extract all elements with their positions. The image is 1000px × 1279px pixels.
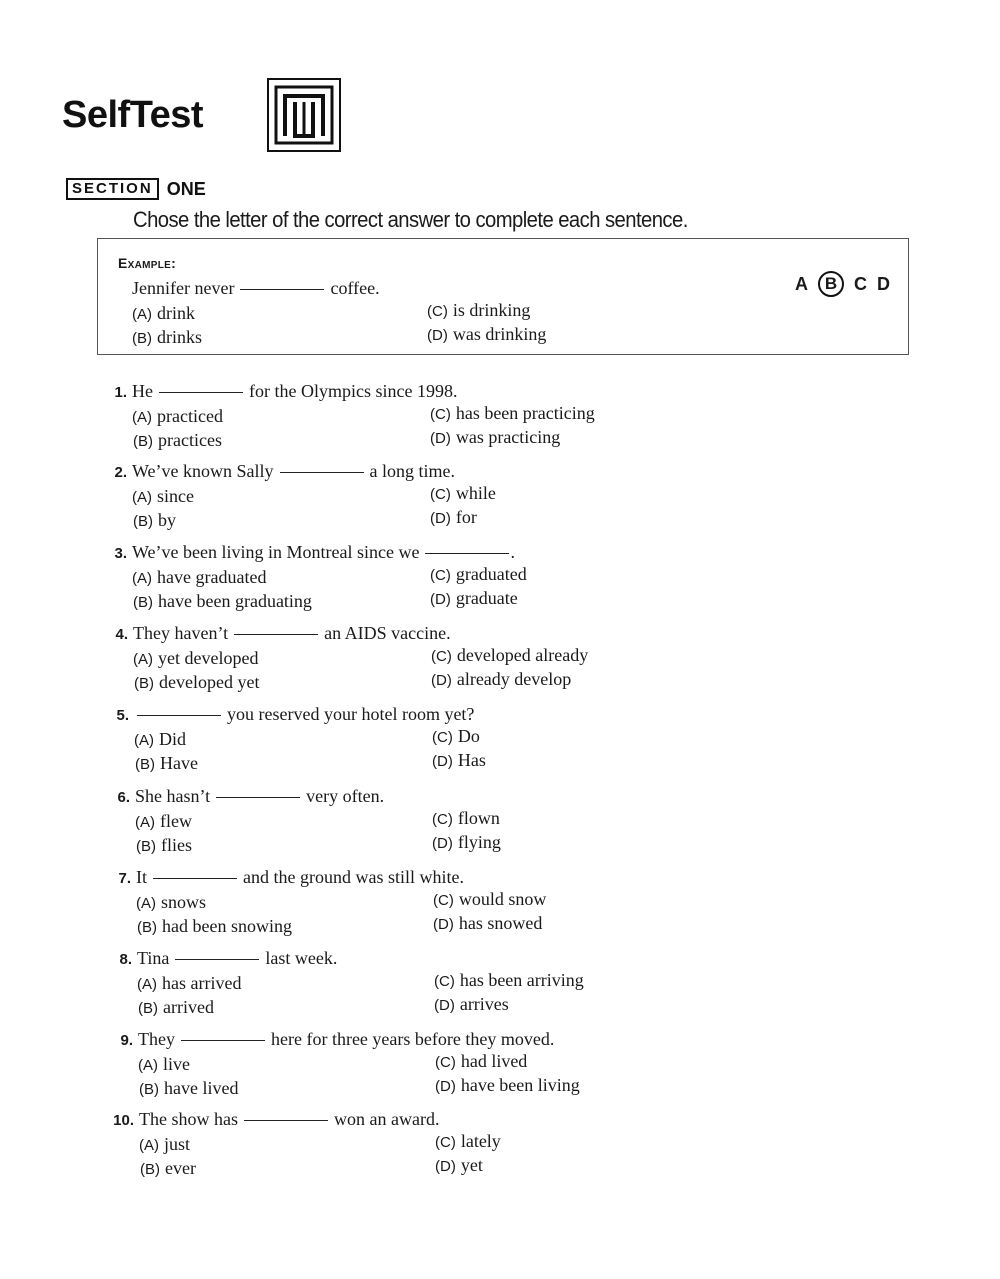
- example-option-c: (C) is drinking: [427, 300, 531, 320]
- answer-blank: [240, 289, 324, 290]
- question-stem: [133, 623, 451, 644]
- option-c: (C) developed already: [431, 645, 589, 665]
- example-option-b: (B) drinks: [132, 327, 202, 347]
- question-stem: [132, 381, 457, 402]
- instruction-text: Chose the letter of the correct answer to complete each sentence.: [133, 207, 688, 232]
- section-number: ONE: [166, 178, 206, 199]
- option-a: (A) snows: [136, 892, 207, 912]
- answer-blank: [181, 1040, 265, 1041]
- option-b: (B) flies: [136, 835, 192, 855]
- page-title-wrap: [62, 78, 203, 152]
- question-stem: [135, 786, 384, 807]
- question-stem-pre: We’ve known Sally: [132, 461, 274, 481]
- option-b: (B) by: [133, 510, 176, 530]
- section-heading: [66, 178, 206, 200]
- question-number: 9.: [120, 1032, 133, 1049]
- question-stem: [132, 461, 455, 482]
- example-option-d: (D) was drinking: [427, 324, 547, 344]
- option-b: (B) have lived: [139, 1078, 239, 1098]
- option-d: (D) flying: [432, 832, 501, 852]
- page-title: SelfTest: [62, 93, 204, 136]
- question-stem-pre: They: [138, 1029, 175, 1049]
- question-stem-pre: They haven’t: [133, 623, 229, 643]
- option-c: (C) lately: [435, 1131, 501, 1151]
- answer-blank: [137, 715, 221, 716]
- question-stem-post: you reserved your hotel room yet?: [227, 704, 475, 724]
- question-stem: [136, 867, 464, 888]
- option-c: (C) Do: [432, 726, 480, 746]
- option-d: (D) already develop: [431, 669, 572, 689]
- question-number: 8.: [119, 951, 132, 968]
- example-label: Example:: [118, 255, 177, 271]
- option-b: (B) developed yet: [134, 672, 260, 692]
- answer-blank: [159, 392, 243, 393]
- question-stem-post: and the ground was still white.: [243, 867, 464, 887]
- option-d: (D) graduate: [430, 588, 518, 608]
- question-number: 6.: [117, 789, 130, 806]
- answer-blank: [175, 959, 259, 960]
- option-b: (B) have been graduating: [133, 591, 312, 611]
- option-b: (B) practices: [133, 430, 222, 450]
- question-stem-pre: He: [132, 381, 153, 401]
- question-stem-post: last week.: [265, 948, 338, 968]
- example-stem-pre: Jennifer never: [132, 278, 235, 298]
- question-number: 7.: [118, 870, 131, 887]
- question-stem: [137, 948, 337, 969]
- option-c: (C) graduated: [430, 564, 527, 584]
- question-stem-post: won an award.: [333, 1109, 440, 1129]
- question-stem-pre: We’ve been living in Montreal since we: [132, 542, 420, 562]
- answer-letter-c: C: [854, 273, 867, 294]
- option-c: (C) flown: [432, 808, 500, 828]
- option-b: (B) ever: [140, 1158, 196, 1178]
- option-a: (A) practiced: [132, 406, 223, 426]
- question-stem-pre: She hasn’t: [135, 786, 211, 806]
- selftest-logo-icon: [267, 78, 341, 152]
- question-stem-pre: Tina: [137, 948, 170, 968]
- question-stem-post: very often.: [306, 786, 385, 806]
- option-a: (A) flew: [135, 811, 192, 831]
- question-number: 10.: [113, 1112, 134, 1129]
- option-c: (C) has been arriving: [434, 970, 584, 990]
- question-stem: [132, 542, 515, 563]
- option-a: (A) live: [138, 1054, 190, 1074]
- option-b: (B) Have: [135, 753, 198, 773]
- question-number: 4.: [115, 626, 128, 643]
- option-c: (C) while: [430, 483, 496, 503]
- question-stem-post: .: [510, 542, 515, 562]
- option-a: (A) yet developed: [133, 648, 259, 668]
- question-number: 1.: [114, 384, 127, 401]
- answer-blank: [244, 1120, 328, 1121]
- answer-letter-b-circled: B: [818, 271, 844, 297]
- question-stem-pre: The show has: [139, 1109, 238, 1129]
- option-d: (D) Has: [432, 750, 486, 770]
- option-a: (A) Did: [134, 729, 186, 749]
- answer-blank: [234, 634, 318, 635]
- question-stem: [139, 1109, 439, 1130]
- option-d: (D) for: [430, 507, 477, 527]
- option-c: (C) would snow: [433, 889, 547, 909]
- option-a: (A) have graduated: [132, 567, 267, 587]
- question-stem-pre: It: [136, 867, 147, 887]
- example-stem: [132, 278, 380, 299]
- option-b: (B) arrived: [138, 997, 214, 1017]
- answer-blank: [153, 878, 237, 879]
- option-c: (C) had lived: [435, 1051, 528, 1071]
- option-c: (C) has been practicing: [430, 403, 595, 423]
- option-a: (A) has arrived: [137, 973, 242, 993]
- question-number: 2.: [114, 464, 127, 481]
- question-stem-post: here for three years before they moved.: [270, 1029, 555, 1049]
- question-stem-post: a long time.: [369, 461, 456, 481]
- question-stem: [134, 704, 474, 725]
- option-d: (D) arrives: [434, 994, 509, 1014]
- example-option-a: (A) drink: [132, 303, 195, 323]
- question-stem: [138, 1029, 554, 1050]
- question-number: 5.: [116, 707, 129, 724]
- answer-letter-a: A: [795, 273, 808, 294]
- option-d: (D) have been living: [435, 1075, 580, 1095]
- example-stem-post: coffee.: [330, 278, 380, 298]
- option-a: (A) since: [132, 486, 194, 506]
- answer-blank: [425, 553, 509, 554]
- question-number: 3.: [114, 545, 127, 562]
- option-d: (D) yet: [435, 1155, 483, 1175]
- option-b: (B) had been snowing: [137, 916, 292, 936]
- option-d: (D) has snowed: [433, 913, 543, 933]
- example-answer-letters: [785, 271, 890, 297]
- option-a: (A) just: [139, 1134, 191, 1154]
- question-stem-post: for the Olympics since 1998.: [249, 381, 458, 401]
- answer-letter-d: D: [877, 273, 890, 294]
- answer-blank: [280, 472, 364, 473]
- option-d: (D) was practicing: [430, 427, 561, 447]
- answer-blank: [216, 797, 300, 798]
- section-label: SECTION: [66, 178, 159, 200]
- question-stem-post: an AIDS vaccine.: [324, 623, 451, 643]
